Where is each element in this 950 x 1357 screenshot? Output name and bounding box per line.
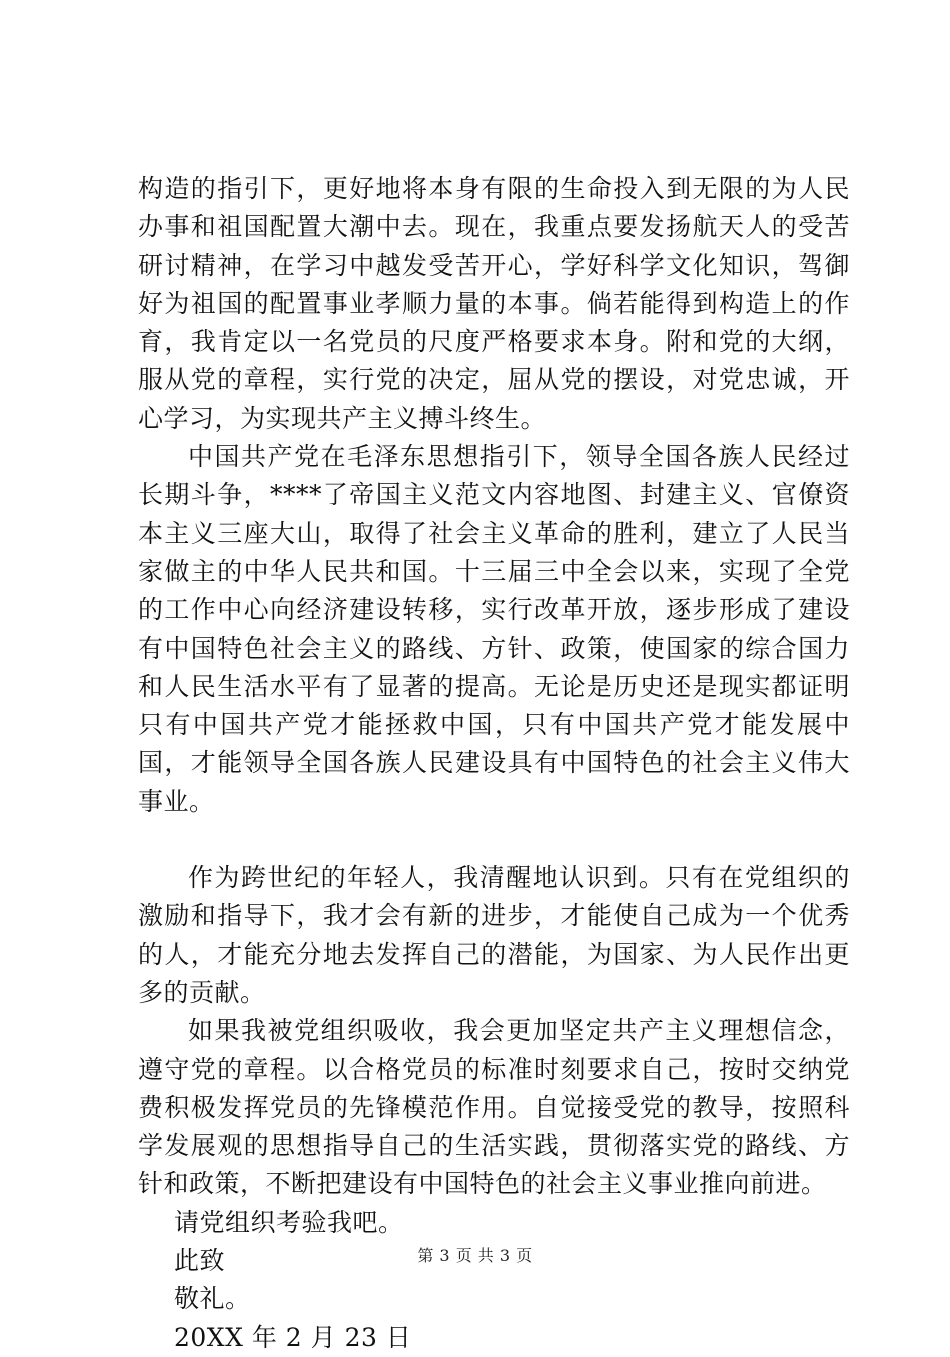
paragraph-continuation: 构造的指引下，更好地将本身有限的生命投入到无限的为人民办事和祖国配置大潮中去。现在，我重点要发扬航天人的受苦研讨精神，在学习中越发受苦开心，学好科学文化知识，驾御好为祖国的配置事业孝顺力量的本事。倘若能得到构造上的作育，我肯定以一名党员的尺度严格要求本身。附和党的大纲，服从党的章程，实行党的决定，屈从党的摆设，对党忠诚，开心学习，为实现共产主义搏斗终生。 xyxy=(138,174,850,433)
closing-salutation: 此致 xyxy=(174,1246,226,1276)
paragraph-commitment: 如果我被党组织吸收，我会更加坚定共产主义理想信念，遵守党的章程。以合格党员的标准时刻要求自己，按时交纳党费积极发挥党员的先锋模范作用。自觉接受党的教导，按照科学发展观的思想指导自己的生活实践，贯彻落实党的路线、方针和政策，不断把建设有中国特色的社会主义事业推向前进。 xyxy=(138,1016,850,1199)
page-number-footer: 第 3 页 共 3 页 xyxy=(417,1246,533,1265)
letter-date: 20XX 年 2 月 23 日 xyxy=(174,1322,412,1352)
letter-body xyxy=(138,170,850,1357)
paragraph-party-history: 中国共产党在毛泽东思想指引下，领导全国各族人民经过长期斗争，****了帝国主义范文内容地图、封建主义、官僚资本主义三座大山，取得了社会主义革命的胜利，建立了人民当家做主的中华人民共和国。十三届三中全会以来，实现了全党的工作中心向经济建设转移，实行改革开放，逐步形成了建设有中国特色社会主义的路线、方针、政策，使国家的综合国力和人民生活水平有了显著的提高。无论是历史还是现实都证明只有中国共产党才能拯救中国，只有中国共产党才能发展中国，才能领导全国各族人民建设具有中国特色的社会主义伟大事业。 xyxy=(138,442,850,816)
paragraph-young-generation: 作为跨世纪的年轻人，我清醒地认识到。只有在党组织的激励和指导下，我才会有新的进步，才能使自己成为一个优秀的人，才能充分地去发挥自己的潜能，为国家、为人民作出更多的贡献。 xyxy=(138,863,850,1007)
closing-regards: 敬礼。 xyxy=(174,1284,251,1314)
closing-request: 请党组织考验我吧。 xyxy=(174,1207,404,1237)
